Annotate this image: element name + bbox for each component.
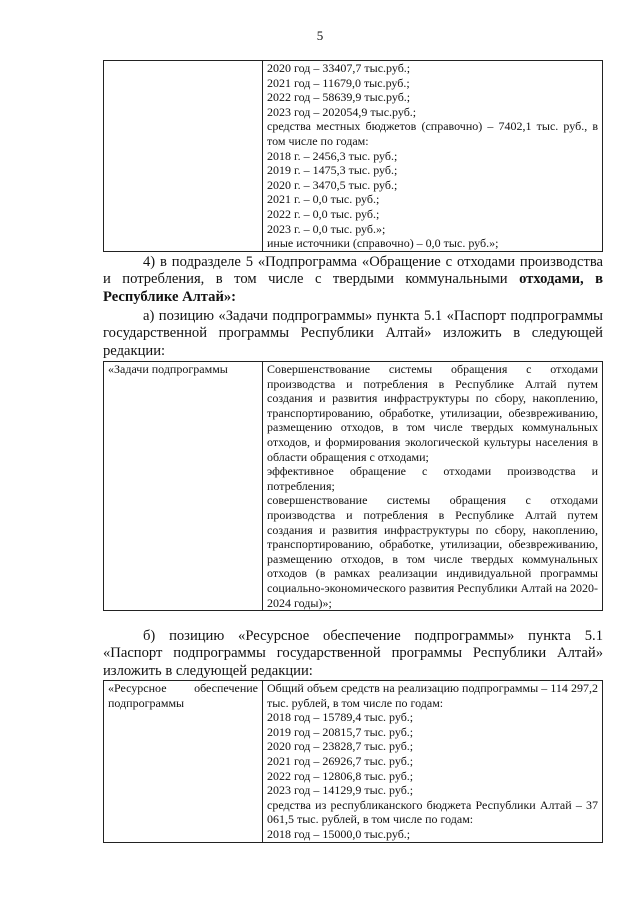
funding-line: средства местных бюджетов (справочно) – 7402,1 тыс. руб., в том числе по годам: xyxy=(267,119,598,148)
funding-line: 2021 г. – 0,0 тыс. руб.; xyxy=(267,192,380,207)
table-tasks xyxy=(103,361,603,611)
task-item: эффективное обращение с отходами производства и потребления; xyxy=(267,464,598,493)
funding-line: 2021 год – 11679,0 тыс.руб.; xyxy=(267,75,410,90)
table-row xyxy=(104,362,603,611)
funding-line: 2023 г. – 0,0 тыс. руб.»; xyxy=(267,221,386,236)
paragraph-text: а) позицию «Задачи подпрограммы» пункта 5.1 «Паспорт подпрограммы государственной программы Республики Алтай» изложить в следующей редакции: xyxy=(103,308,603,359)
funding-line: иные источники (справочно) – 0,0 тыс. руб.»; xyxy=(267,236,499,251)
table-row xyxy=(104,681,603,843)
paragraph-bold-text: отходами, в Республике Алтай»: xyxy=(103,271,603,305)
funding-line: 2020 год – 23828,7 тыс. руб.; xyxy=(267,739,414,754)
table-cell-content xyxy=(263,362,603,611)
funding-line: 2023 год – 14129,9 тыс. руб.; xyxy=(267,783,414,798)
table-funding-continued xyxy=(103,60,603,252)
table-resources xyxy=(103,680,603,843)
funding-line: 2019 год – 20815,7 тыс. руб.; xyxy=(267,724,414,739)
task-item: совершенствование системы обращения с отходами производства и потребления в Республике Алтай путем создания и развития инфраструктуры по сбору, накоплению, транспортированию, обработке, утилизации, обезвреживанию, размещению отходов, в том числе твердых коммунальных отходов (в рамках реализации индивидуальной программы социально-экономического развития Республики Алтай на 2020-2024 годы)»; xyxy=(267,493,598,610)
paragraph-item-a xyxy=(103,308,603,360)
funding-line: 2019 г. – 1475,3 тыс. руб.; xyxy=(267,163,398,178)
paragraph-item-b xyxy=(103,628,603,680)
table-cell-content xyxy=(263,61,603,252)
funding-total: Общий объем средств на реализацию подпрограммы – 114 297,2 тыс. рублей, в том числе по годам: xyxy=(267,681,598,710)
paragraph-text: 4) в подразделе 5 «Подпрограмма «Обращение с отходами производства и потребления, в том числе с твердыми коммунальными xyxy=(103,254,603,288)
table-cell-label: «Задачи подпрограммы xyxy=(104,362,263,611)
funding-republic: средства из республиканского бюджета Республики Алтай – 37 061,5 тыс. рублей, в том числе по годам: xyxy=(267,797,598,827)
table-cell-label: «Ресурсное обеспечение подпрограммы xyxy=(104,681,263,843)
funding-line: 2018 г. – 2456,3 тыс. руб.; xyxy=(267,148,398,163)
table-row xyxy=(104,61,603,252)
task-item: Совершенствование системы обращения с отходами производства и потребления в Республике Алтай путем создания и развития инфраструктуры по сбору, накоплению, транспортированию, обработке, утилизации, обезвреживанию, размещению отходов, в том числе твердых коммунальных отходов, и формирования экологической культуры населения в области обращения с отходами; xyxy=(267,362,598,464)
funding-line: 2020 г. – 3470,5 тыс. руб.; xyxy=(267,177,398,192)
page-number: 5 xyxy=(316,28,324,43)
funding-line: 2020 год – 33407,7 тыс.руб.; xyxy=(267,61,411,75)
funding-line: 2022 год – 12806,8 тыс. руб.; xyxy=(267,768,414,783)
funding-line: 2018 год – 15000,0 тыс.руб.; xyxy=(267,826,411,841)
table-cell-label xyxy=(104,61,263,252)
funding-line: 2022 год – 58639,9 тыс.руб.; xyxy=(267,90,411,105)
funding-line: 2018 год – 15789,4 тыс. руб.; xyxy=(267,710,414,725)
funding-line: 2022 г. – 0,0 тыс. руб.; xyxy=(267,206,380,221)
table-cell-content xyxy=(263,681,603,843)
funding-line: 2021 год – 26926,7 тыс. руб.; xyxy=(267,753,414,768)
funding-line: 2023 год – 202054,9 тыс.руб.; xyxy=(267,104,417,119)
paragraph-item-4 xyxy=(103,254,603,306)
paragraph-text: б) позицию «Ресурсное обеспечение подпрограммы» пункта 5.1 «Паспорт подпрограммы государственной программы Республики Алтай» изложить в следующей редакции: xyxy=(103,628,603,679)
